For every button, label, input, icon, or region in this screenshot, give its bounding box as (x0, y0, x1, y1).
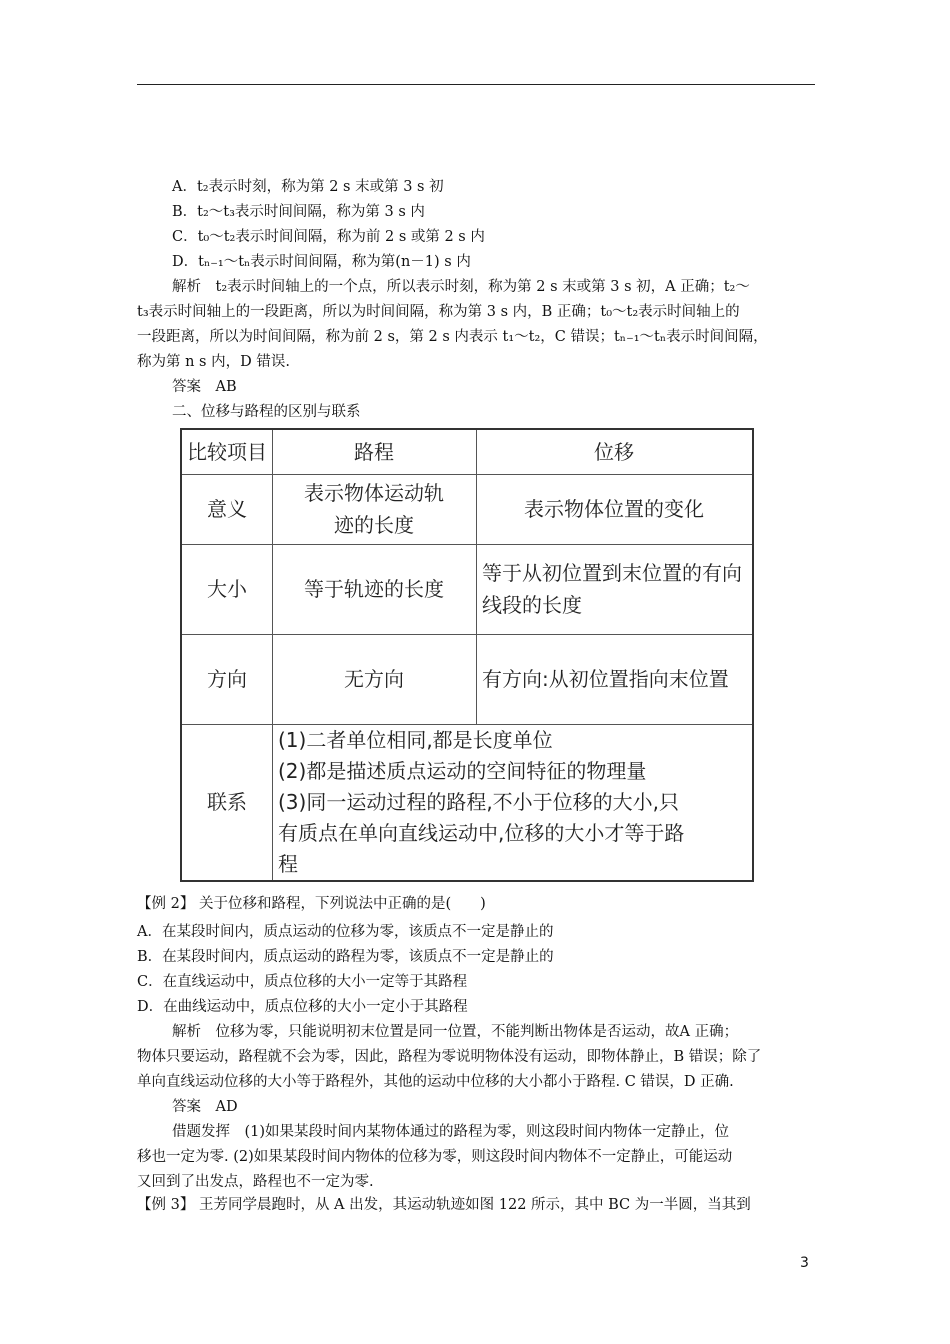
example2-question: 【例 2】 关于位移和路程，下列说法中正确的是( ) (137, 896, 486, 912)
example2-option-b: B．在某段时间内，质点运动的路程为零，该质点不一定是静止的 (137, 949, 554, 965)
analysis2-line: 解析 位移为零，只能说明初末位置是同一位置，不能判断出物体是否运动，故A 正确； (172, 1024, 739, 1040)
example2-option-c: C．在直线运动中，质点位移的大小一定等于其路程 (137, 974, 468, 990)
example2-option-a: A．在某段时间内，质点运动的位移为零，该质点不一定是静止的 (137, 924, 554, 940)
meaning-displacement: 表示物体位置的变化 (524, 497, 704, 521)
answer1: 答案 AB (172, 379, 237, 395)
extend-line: 又回到了出发点，路程也不一定为零. (137, 1174, 374, 1190)
section-heading: 二、位移与路程的区别与联系 (172, 404, 361, 420)
row-label-magnitude: 大小 (207, 577, 247, 601)
header-path: 路程 (354, 440, 394, 464)
analysis1-line: 称为第 n s 内，D 错误. (137, 354, 290, 370)
relation-line: 程 (278, 852, 298, 876)
analysis2-line: 单向直线运动位移的大小等于路程外，其他的运动中位移的大小都小于路程. C 错误，D 正确. (137, 1074, 734, 1090)
meaning-path: 表示物体运动轨迹的长度 (304, 481, 444, 537)
magnitude-displacement: 等于从初位置到末位置的有向线段的长度 (482, 561, 742, 617)
option-c: C．t₀～t₂表示时间间隔，称为前 2 s 或第 2 s 内 (172, 229, 485, 245)
example2-option-d: D．在曲线运动中，质点位移的大小一定小于其路程 (137, 999, 468, 1015)
relation-line: (3)同一运动过程的路程,不小于位移的大小,只 (278, 790, 680, 814)
header-displacement: 位移 (594, 440, 634, 464)
analysis1-line: t₃表示时间轴上的一段距离，所以为时间间隔，称为第 3 s 内，B 正确；t₀～t₂表示时间轴上的 (137, 304, 740, 320)
extend-line: 借题发挥 (1)如果某段时间内某物体通过的路程为零，则这段时间内物体一定静止，位 (172, 1124, 730, 1140)
relation-line: (2)都是描述质点运动的空间特征的物理量 (278, 759, 647, 783)
relation-text (278, 725, 748, 880)
comparison-table (180, 428, 754, 882)
relation-line: 有质点在单向直线运动中,位移的大小才等于路 (278, 821, 685, 845)
analysis2-line: 物体只要运动，路程就不会为零，因此，路程为零说明物体没有运动，即物体静止，B 错误；除了 (137, 1049, 762, 1065)
row-label-relation: 联系 (207, 790, 247, 814)
relation-line: (1)二者单位相同,都是长度单位 (278, 728, 553, 752)
row-label-direction: 方向 (207, 667, 247, 691)
row-label-meaning: 意义 (207, 497, 247, 521)
answer2: 答案 AD (172, 1099, 238, 1115)
direction-path: 无方向 (344, 667, 404, 691)
option-b: B．t₂～t₃表示时间间隔，称为第 3 s 内 (172, 204, 425, 220)
header-item: 比较项目 (187, 440, 267, 464)
extend-line: 移也一定为零. (2)如果某段时间内物体的位移为零，则这段时间内物体不一定静止，可能运动 (137, 1149, 733, 1165)
option-d: D．tₙ₋₁～tₙ表示时间间隔，称为第(n－1) s 内 (172, 254, 471, 270)
analysis1-line: 一段距离，所以为时间间隔，称为前 2 s，第 2 s 内表示 t₁～t₂，C 错误；tₙ₋₁～tₙ表示时间间隔， (137, 329, 768, 345)
option-a: A．t₂表示时刻，称为第 2 s 末或第 3 s 初 (172, 179, 444, 195)
header-rule (137, 84, 815, 85)
analysis1-line: 解析 t₂表示时间轴上的一个点，所以表示时刻，称为第 2 s 末或第 3 s 初，A 正确；t₂～ (172, 279, 750, 295)
example3-question: 【例 3】 王芳同学晨跑时，从 A 出发，其运动轨迹如图 122 所示，其中 BC 为一半圆，当其到 (137, 1197, 751, 1213)
page-number: 3 (800, 1255, 809, 1271)
direction-displacement: 有方向:从初位置指向末位置 (482, 667, 729, 691)
magnitude-path: 等于轨迹的长度 (304, 577, 444, 601)
